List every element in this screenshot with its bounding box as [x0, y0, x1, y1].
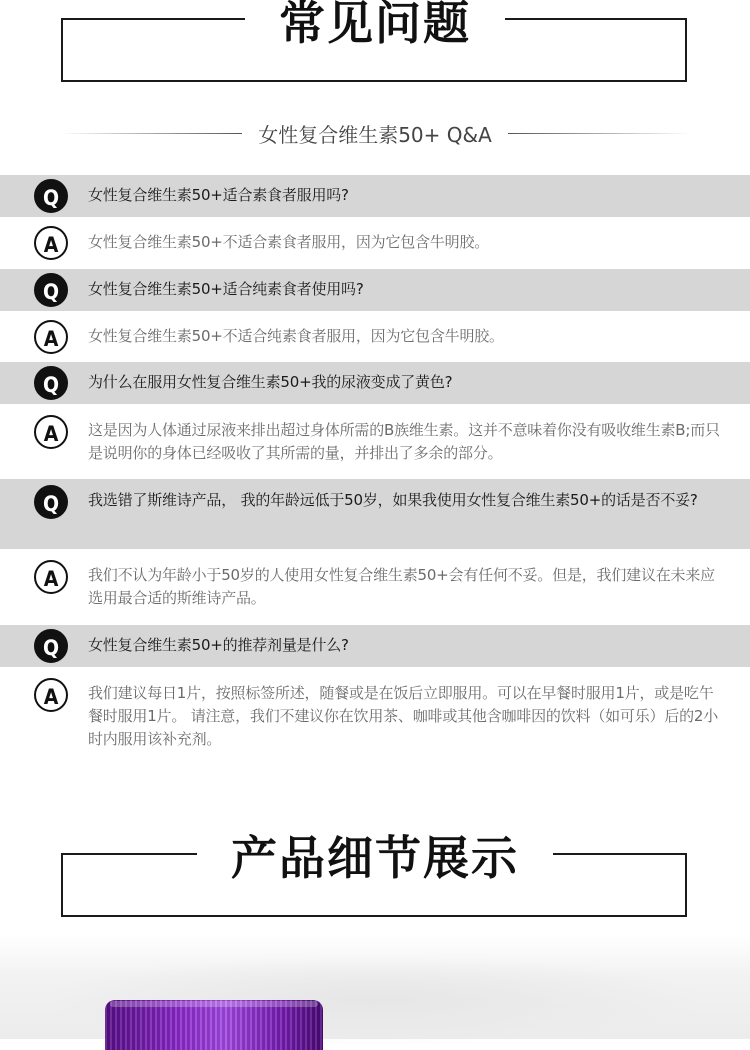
answer-icon: A: [34, 320, 68, 354]
answer-icon: A: [34, 678, 68, 712]
subtitle-divider-left: [60, 133, 242, 134]
answer-row: [0, 312, 750, 362]
product-detail-section-title: 产品细节展示: [197, 830, 553, 886]
bottle-cap-highlight: [110, 1001, 318, 1007]
answer-row: [0, 405, 750, 479]
question-row: [0, 479, 750, 549]
answer-text: 我们建议每日1片，按照标签所述，随餐或是在饭后立即服用。可以在早餐时服用1片，或是吃午餐时服用1片。 请注意，我们不建议你在饮用茶、咖啡或其他含咖啡因的饮料（如可乐）后的2小时内服用该补充剂。: [88, 684, 719, 748]
question-row: [0, 175, 750, 217]
answer-icon: A: [34, 560, 68, 594]
answer-icon: A: [34, 226, 68, 260]
bottle-cap-image: [105, 1000, 323, 1050]
subtitle-divider-right: [508, 133, 690, 134]
question-text: 为什么在服用女性复合维生素50+我的尿液变成了黄色?: [88, 373, 453, 391]
answer-text: 女性复合维生素50+不适合素食者服用，因为它包含牛明胶。: [88, 233, 490, 251]
faq-subtitle-row: [60, 116, 690, 150]
question-row: [0, 362, 750, 404]
answer-row: [0, 218, 750, 268]
question-row: [0, 625, 750, 667]
question-icon: Q: [34, 485, 68, 519]
faq-subtitle: 女性复合维生素50+ Q&A: [258, 122, 492, 147]
question-row: [0, 269, 750, 311]
faq-section-title: 常见问题: [245, 0, 505, 51]
question-icon: Q: [34, 179, 68, 213]
question-text: 我选错了斯维诗产品， 我的年龄远低于50岁，如果我使用女性复合维生素50+的话是否不妥?: [88, 491, 698, 509]
answer-text: 我们不认为年龄小于50岁的人使用女性复合维生素50+会有任何不妥。但是，我们建议在未来应选用最合适的斯维诗产品。: [88, 566, 715, 607]
question-text: 女性复合维生素50+的推荐剂量是什么?: [88, 636, 349, 654]
question-icon: Q: [34, 366, 68, 400]
answer-icon: A: [34, 415, 68, 449]
answer-text: 这是因为人体通过尿液来排出超过身体所需的B族维生素。这并不意味着你没有吸收维生素B;而只是说明你的身体已经吸收了其所需的量，并排出了多余的部分。: [88, 421, 720, 462]
answer-row: [0, 668, 750, 768]
answer-row: [0, 550, 750, 624]
question-text: 女性复合维生素50+适合纯素食者使用吗?: [88, 280, 364, 298]
question-icon: Q: [34, 629, 68, 663]
answer-text: 女性复合维生素50+不适合纯素食者服用，因为它包含牛明胶。: [88, 327, 504, 345]
question-icon: Q: [34, 273, 68, 307]
question-text: 女性复合维生素50+适合素食者服用吗?: [88, 186, 349, 204]
